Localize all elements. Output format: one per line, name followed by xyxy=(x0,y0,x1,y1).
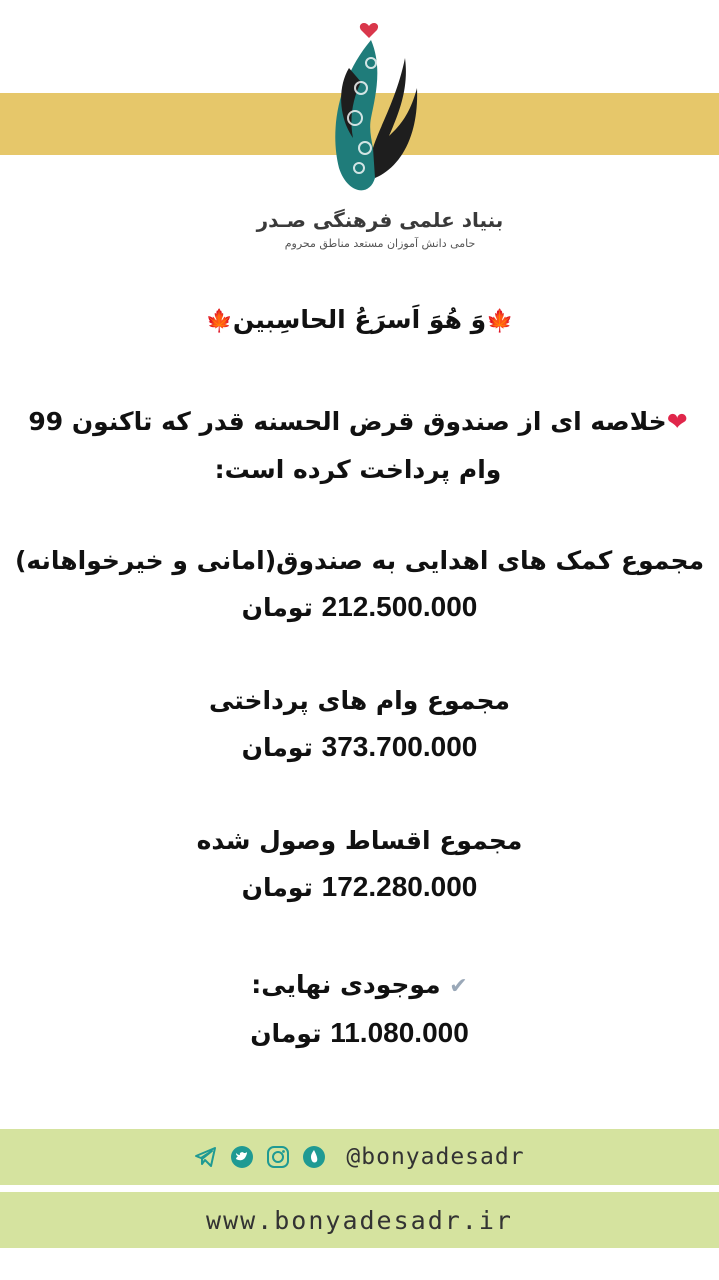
website-band xyxy=(0,1192,719,1248)
org-name: بنیاد علمی فرهنگی صـدر xyxy=(256,208,504,232)
stat-label xyxy=(0,962,719,1010)
maple-leaf-icon: 🍁 xyxy=(486,309,514,334)
stat-installments xyxy=(0,818,719,911)
stat-amount xyxy=(0,724,719,771)
telegram-icon[interactable] xyxy=(194,1145,218,1169)
stat-final-balance xyxy=(0,962,719,1057)
amount-unit: تومان xyxy=(241,593,313,622)
intro-paragraph xyxy=(18,398,698,494)
amount-value: 373.700.000 xyxy=(321,731,478,762)
stat-donations xyxy=(0,538,719,631)
amount-unit: تومان xyxy=(241,873,313,902)
stat-label: مجموع اقساط وصول شده xyxy=(196,826,523,855)
stat-loans-paid xyxy=(0,678,719,771)
intro-text: خلاصه ای از صندوق قرض الحسنه قدر که تاکنون 99 وام پرداخت کرده است: xyxy=(28,407,667,484)
stat-amount xyxy=(0,864,719,911)
stat-label-text: موجودی نهایی: xyxy=(251,970,441,999)
maple-leaf-icon: 🍁 xyxy=(205,309,233,334)
social-handle[interactable]: @bonyadesadr xyxy=(346,1144,525,1170)
heart-icon: ❤ xyxy=(666,407,688,436)
website-url[interactable]: www.bonyadesadr.ir xyxy=(206,1205,513,1235)
instagram-icon[interactable] xyxy=(266,1145,290,1169)
social-row xyxy=(0,1129,719,1185)
stat-label: مجموع کمک های اهدایی به صندوق(امانی و خیرخواهانه) xyxy=(14,546,705,575)
amount-value: 172.280.000 xyxy=(321,871,478,902)
amount-unit: تومان xyxy=(250,1019,322,1048)
org-tagline: حامی دانش آموزان مستعد مناطق محروم xyxy=(284,237,476,250)
amount-unit: تومان xyxy=(241,733,313,762)
stat-label: مجموع وام های پرداختی xyxy=(208,686,511,715)
stat-amount xyxy=(0,584,719,631)
brand-logo xyxy=(309,18,439,208)
aparat-icon[interactable] xyxy=(302,1145,326,1169)
twitter-icon[interactable] xyxy=(230,1145,254,1169)
check-icon: ✔ xyxy=(449,974,468,999)
amount-value: 212.500.000 xyxy=(321,591,478,622)
stat-amount xyxy=(0,1010,719,1057)
amount-value: 11.080.000 xyxy=(330,1017,469,1048)
verse-text: وَ هُوَ اَسرَعُ الحاسِبین xyxy=(232,305,487,334)
verse-heading xyxy=(0,305,719,334)
